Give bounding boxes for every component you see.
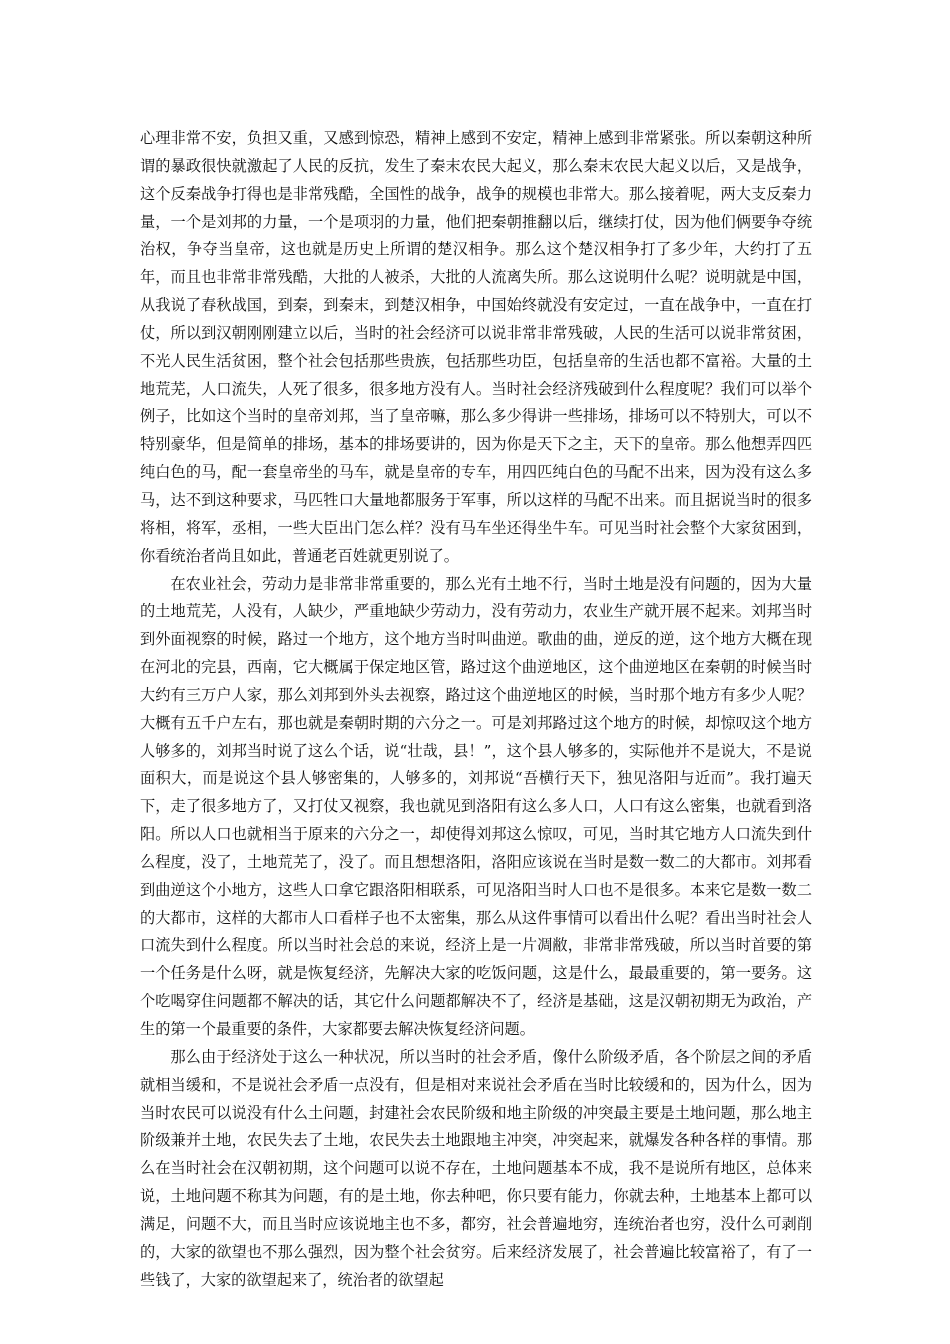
paragraph-2: 在农业社会，劳动力是非常非常重要的，那么光有土地不行，当时土地是没有问题的，因为大量的土地荒芜，人没有，人缺少，严重地缺少劳动力，没有劳动力，农业生产就开展不起来。刘邦当时到外面视察的时候，路过一个地方，这个地方当时叫曲逆。歌曲的曲，逆反的逆，这个地方大概在现在河北的完县，西南，它大概属于保定地区管，路过这个曲逆地区，这个曲逆地区在秦朝的时候当时大约有三万户人家，那么刘邦到外头去视察，路过这个曲逆地区的时候，当时那个地方有多少人呢？大概有五千户左右，那也就是秦朝时期的六分之一。可是刘邦路过这个地方的时候，却惊叹这个地方人够多的，刘邦当时说了这么个话，说“壮哉，县！”，这个县人够多的，实际他并不是说大，不是说面积大，而是说这个县人够密集的，人够多的，刘邦说“吾横行天下，独见洛阳与近而”。我打遍天下，走了很多地方了，又打仗又视察，我也就见到洛阳有这么多人口，人口有这么密集，也就看到洛阳。所以人口也就相当于原来的六分之一，却使得刘邦这么惊叹，可见，当时其它地方人口流失到什么程度，没了，土地荒芜了，没了。而且想想洛阳，洛阳应该说在当时是数一数二的大都市。刘邦看到曲逆这个小地方，这些人口拿它跟洛阳相联系，可见洛阳当时人口也不是很多。本来它是数一数二的大都市，这样的大都市人口看样子也不太密集，那么从这件事情可以看出什么呢？看出当时社会人口流失到什么程度。所以当时社会总的来说，经济上是一片凋敝，非常非常残破，所以当时首要的第一个任务是什么呀，就是恢复经济，先解决大家的吃饭问题，这是什么，最最重要的，第一要务。这个吃喝穿住问题都不解决的话，其它什么问题都解决不了，经济是基础，这是汉朝初期无为政治，产生的第一个最重要的条件，大家都要去解决恢复经济问题。 [140, 574, 812, 1038]
paragraph-1: 心理非常不安，负担又重，又感到惊恐，精神上感到不安定，精神上感到非常紧张。所以秦朝这种所谓的暴政很快就激起了人民的反抗，发生了秦末农民大起义，那么秦末农民大起义以后，又是战争，这个反秦战争打得也是非常残酷，全国性的战争，战争的规模也非常大。那么接着呢，两大支反秦力量，一个是刘邦的力量，一个是项羽的力量，他们把秦朝推翻以后，继续打仗，因为他们俩要争夺统治权，争夺当皇帝，这也就是历史上所谓的楚汉相争。那么这个楚汉相争打了多少年，大约打了五年，而且也非常非常残酷，大批的人被杀，大批的人流离失所。那么这说明什么呢？说明就是中国，从我说了春秋战国，到秦，到秦末，到楚汉相争，中国始终就没有安定过，一直在战争中，一直在打仗，所以到汉朝刚刚建立以后，当时的社会经济可以说非常非常残破，人民的生活可以说非常贫困，不光人民生活贫困，整个社会包括那些贵族，包括那些功臣，包括皇帝的生活也都不富裕。大量的土地荒芜，人口流失，人死了很多，很多地方没有人。当时社会经济残破到什么程度呢？我们可以举个例子，比如这个当时的皇帝刘邦，当了皇帝嘛，那么多少得讲一些排场，排场可以不特别大，可以不特别豪华，但是简单的排场，基本的排场要讲的，因为你是天下之主，天下的皇帝。那么他想弄四匹纯白色的马，配一套皇帝坐的马车，就是皇帝的专车，用四匹纯白色的马配不出来，因为没有这么多马，达不到这种要求，马匹牲口大量地都服务于军事，所以这样的马配不出来。而且据说当时的很多将相，将军，丞相，一些大臣出门怎么样？没有马车坐还得坐牛车。可见当时社会整个大家贫困到，你看统治者尚且如此，普通老百姓就更别说了。 [140, 129, 812, 565]
document-page [140, 125, 812, 1294]
paragraph-3: 那么由于经济处于这么一种状况，所以当时的社会矛盾，像什么阶级矛盾，各个阶层之间的矛盾就相当缓和，不是说社会矛盾一点没有，但是相对来说社会矛盾在当时比较缓和的，因为什么，因为当时农民可以说没有什么土问题，封建社会农民阶级和地主阶级的冲突最主要是土地问题，那么地主阶级兼并土地，农民失去了土地，农民失去土地跟地主冲突，冲突起来，就爆发各种各样的事情。那么在当时社会在汉朝初期，这个问题可以说不存在，土地问题基本不成，我不是说所有地区，总体来说，土地问题不称其为问题，有的是土地，你去种吧，你只要有能力，你就去种，土地基本上都可以满足，问题不大，而且当时应该说地主也不多，都穷，社会普遍地穷，连统治者也穷，没什么可剥削的，大家的欲望也不那么强烈，因为整个社会贫穷。后来经济发展了，社会普遍比较富裕了，有了一些钱了，大家的欲望起来了，统治者的欲望起 [140, 1047, 812, 1289]
